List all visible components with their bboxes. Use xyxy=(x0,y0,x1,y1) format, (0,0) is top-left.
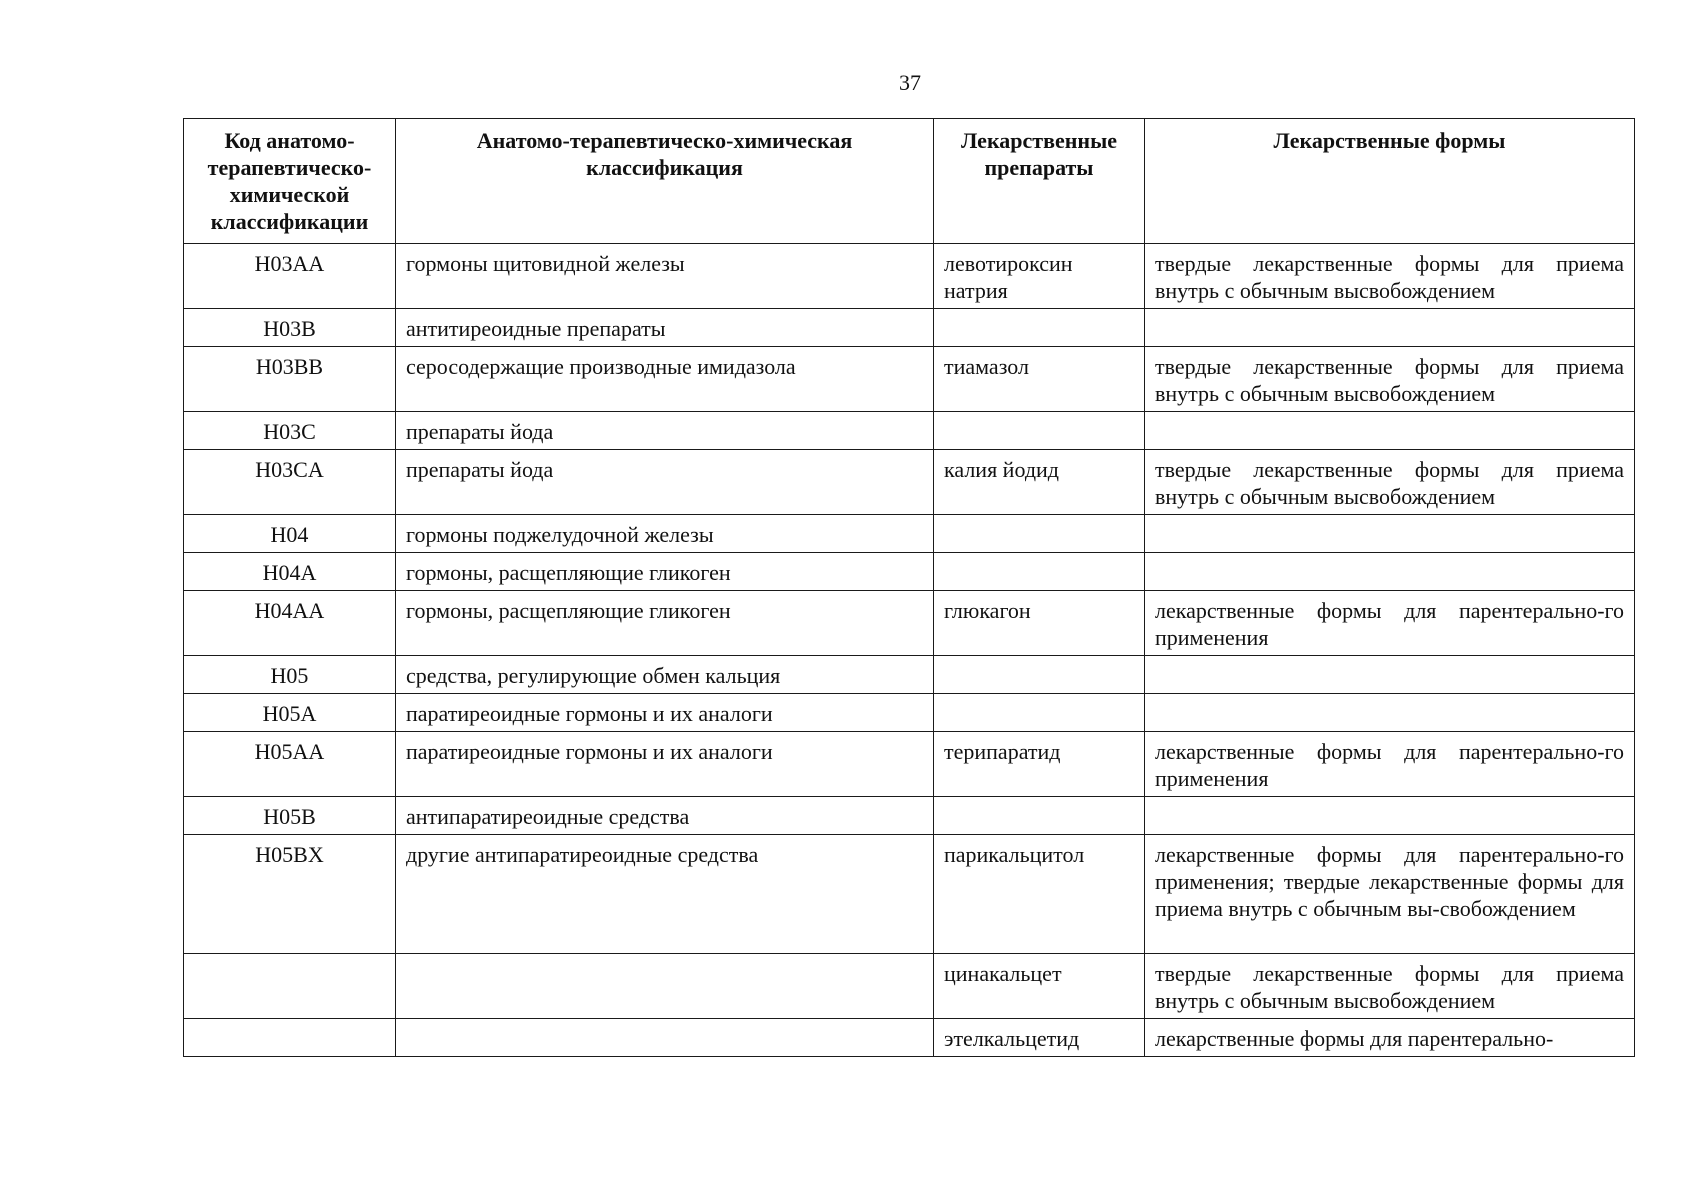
page-number: 37 xyxy=(899,70,921,95)
cell-form: лекарственные формы для парентерально-го применения xyxy=(1145,732,1635,797)
cell-code: H04AA xyxy=(184,591,396,656)
table-row xyxy=(184,553,1635,591)
cell-code: H04A xyxy=(184,553,396,591)
cell-drug xyxy=(934,515,1145,553)
cell-drug: терипаратид xyxy=(934,732,1145,797)
table-row xyxy=(184,515,1635,553)
cell-classification: препараты йода xyxy=(396,450,934,515)
cell-classification: средства, регулирующие обмен кальция xyxy=(396,656,934,694)
cell-code: H04 xyxy=(184,515,396,553)
cell-code: H03B xyxy=(184,309,396,347)
cell-code: H05A xyxy=(184,694,396,732)
cell-code: H03AA xyxy=(184,244,396,309)
cell-drug: этелкальцетид xyxy=(934,1019,1145,1057)
cell-form xyxy=(1145,412,1635,450)
cell-form: твердые лекарственные формы для приема внутрь с обычным высвобождением xyxy=(1145,954,1635,1019)
table-row xyxy=(184,412,1635,450)
table-header-row xyxy=(184,119,1635,244)
cell-classification: гормоны щитовидной железы xyxy=(396,244,934,309)
header-code: Код анатомо-терапевтическо-химической классификации xyxy=(184,119,396,244)
cell-form xyxy=(1145,656,1635,694)
cell-code: H05BX xyxy=(184,835,396,954)
cell-form xyxy=(1145,694,1635,732)
cell-form: твердые лекарственные формы для приема внутрь с обычным высвобождением xyxy=(1145,347,1635,412)
table-row xyxy=(184,797,1635,835)
cell-drug: парикальцитол xyxy=(934,835,1145,954)
cell-drug xyxy=(934,797,1145,835)
cell-classification: гормоны поджелудочной железы xyxy=(396,515,934,553)
table-row xyxy=(184,694,1635,732)
cell-code: H05 xyxy=(184,656,396,694)
cell-form: твердые лекарственные формы для приема внутрь с обычным высвобождением xyxy=(1145,450,1635,515)
table-row xyxy=(184,309,1635,347)
cell-form xyxy=(1145,515,1635,553)
cell-drug xyxy=(934,553,1145,591)
cell-classification: другие антипаратиреоидные средства xyxy=(396,835,934,954)
cell-drug: цинакальцет xyxy=(934,954,1145,1019)
cell-drug: тиамазол xyxy=(934,347,1145,412)
table-row xyxy=(184,732,1635,797)
cell-form: твердые лекарственные формы для приема внутрь с обычным высвобождением xyxy=(1145,244,1635,309)
cell-drug: глюкагон xyxy=(934,591,1145,656)
cell-code: H03BB xyxy=(184,347,396,412)
header-classification: Анатомо-терапевтическо-химическая классификация xyxy=(396,119,934,244)
cell-drug xyxy=(934,309,1145,347)
cell-classification: антитиреоидные препараты xyxy=(396,309,934,347)
cell-drug xyxy=(934,694,1145,732)
table-row xyxy=(184,656,1635,694)
cell-form xyxy=(1145,797,1635,835)
cell-drug: калия йодид xyxy=(934,450,1145,515)
cell-classification: серосодержащие производные имидазола xyxy=(396,347,934,412)
cell-form xyxy=(1145,309,1635,347)
table-row xyxy=(184,347,1635,412)
cell-classification: гормоны, расщепляющие гликоген xyxy=(396,591,934,656)
cell-code xyxy=(184,1019,396,1057)
cell-drug xyxy=(934,656,1145,694)
cell-classification xyxy=(396,1019,934,1057)
cell-classification: гормоны, расщепляющие гликоген xyxy=(396,553,934,591)
cell-form: лекарственные формы для парентерально-го применения xyxy=(1145,591,1635,656)
table-row xyxy=(184,835,1635,954)
table-row xyxy=(184,244,1635,309)
header-forms: Лекарственные формы xyxy=(1145,119,1635,244)
cell-classification xyxy=(396,954,934,1019)
cell-form: лекарственные формы для парентерально-го применения; твердые лекарственные формы для приема внутрь с обычным вы-свобождением xyxy=(1145,835,1635,954)
table-row xyxy=(184,954,1635,1019)
cell-code: H05AA xyxy=(184,732,396,797)
table-row xyxy=(184,591,1635,656)
cell-drug xyxy=(934,412,1145,450)
cell-code xyxy=(184,954,396,1019)
cell-code: H03C xyxy=(184,412,396,450)
atc-table xyxy=(183,118,1635,1057)
cell-drug: левотироксин натрия xyxy=(934,244,1145,309)
cell-classification: препараты йода xyxy=(396,412,934,450)
cell-code: H03CA xyxy=(184,450,396,515)
cell-classification: паратиреоидные гормоны и их аналоги xyxy=(396,732,934,797)
table-row xyxy=(184,1019,1635,1057)
cell-classification: паратиреоидные гормоны и их аналоги xyxy=(396,694,934,732)
cell-code: H05B xyxy=(184,797,396,835)
header-drugs: Лекарственные препараты xyxy=(934,119,1145,244)
table-row xyxy=(184,450,1635,515)
cell-form: лекарственные формы для парентерально- xyxy=(1145,1019,1635,1057)
cell-classification: антипаратиреоидные средства xyxy=(396,797,934,835)
cell-form xyxy=(1145,553,1635,591)
